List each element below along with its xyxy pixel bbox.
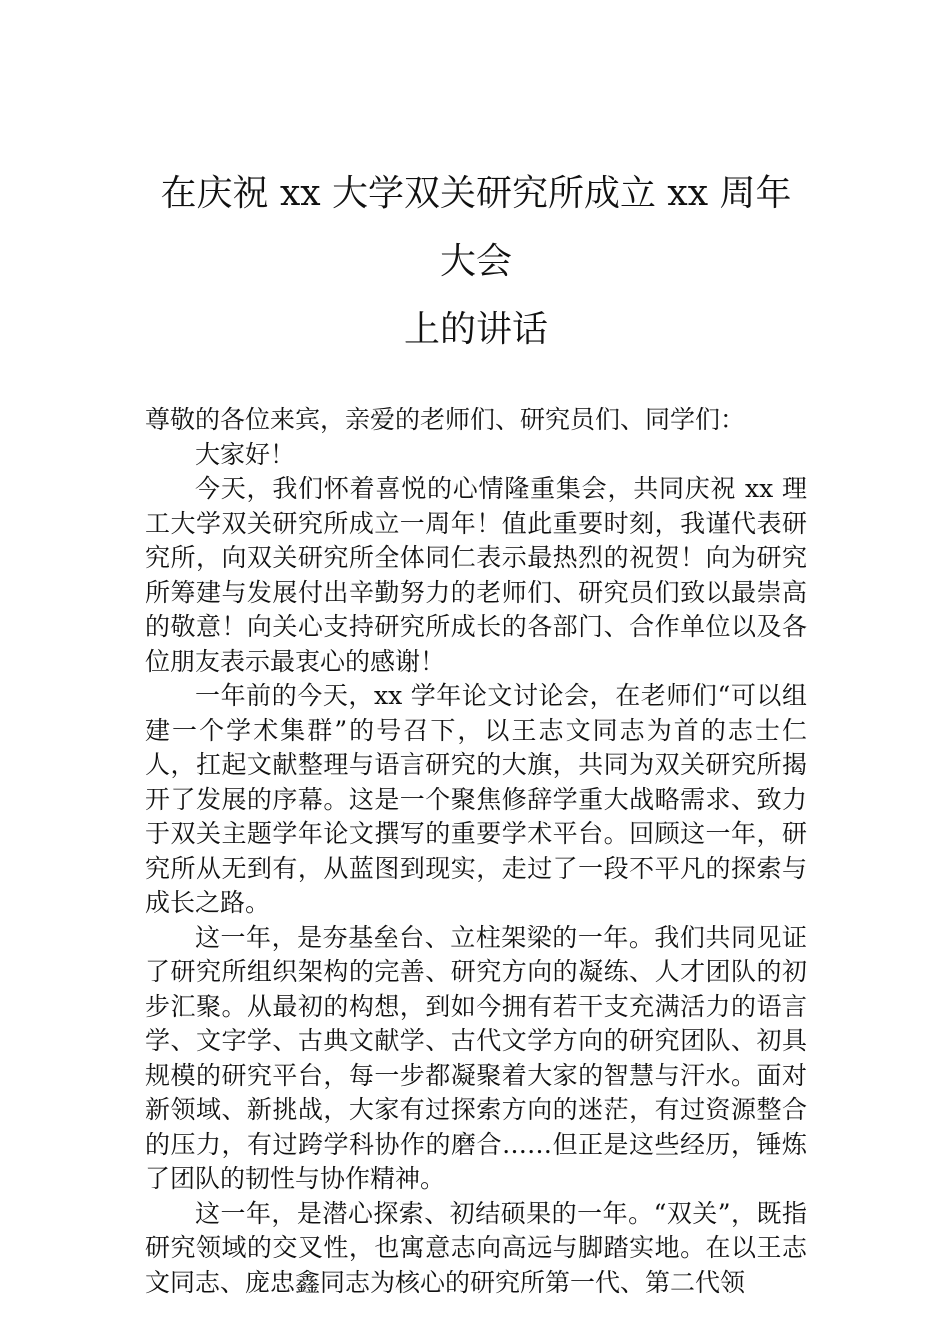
paragraph-greeting: 大家好！ [195,439,296,469]
salutation: 尊敬的各位来宾，亲爱的老师们、研究员们、同学们： [145,405,746,434]
paragraph-opening: 今天，我们怀着喜悦的心情隆重集会，共同庆祝 xx 理工大学双关研究所成立一周年！值此重要时刻，我谨代表研究所，向双关研究所全体同仁表示最热烈的祝贺！向为研究所筹建与发展付出辛勤努力的老师们、研究员们致以最崇高的敬意！向关心支持研究所成长的各部门、合作单位以及各位朋友表示最衷心的感谢！ [145,474,807,676]
paragraph-history: 一年前的今天，xx 学年论文讨论会，在老师们“可以组建一个学术集群”的号召下，以王志文同志为首的志士仁人，扛起文献整理与语言研究的大旗，共同为双关研究所揭开了发展的序幕。这是一个聚焦修辞学重大战略需求、致力于双关主题学年论文撰写的重要学术平台。回顾这一年，研究所从无到有，从蓝图到现实，走过了一段不平凡的探索与成长之路。 [145,681,807,917]
document-title [145,160,807,364]
paragraph-achievements: 这一年，是潜心探索、初结硕果的一年。“双关”，既指研究领域的交叉性，也寓意志向高远与脚踏实地。在以王志文同志、庞忠鑫同志为核心的研究所第一代、第二代领 [145,1198,807,1297]
paragraph-foundation: 这一年，是夯基垒台、立柱架梁的一年。我们共同见证了研究所组织架构的完善、研究方向的凝练、人才团队的初步汇聚。从最初的构想，到如今拥有若干支充满活力的语言学、文字学、古典文献学、古代文学方向的研究团队、初具规模的研究平台，每一步都凝聚着大家的智慧与汗水。面对新领域、新挑战，大家有过探索方向的迷茫，有过资源整合的压力，有过跨学科协作的磨合……但正是这些经历，锤炼了团队的韧性与协作精神。 [145,922,807,1193]
title-line-1: 在庆祝 xx 大学双关研究所成立 xx 周年大会 [160,173,792,282]
speech-body [145,403,807,1300]
document-page [145,160,807,1300]
title-line-2: 上的讲话 [403,309,548,350]
